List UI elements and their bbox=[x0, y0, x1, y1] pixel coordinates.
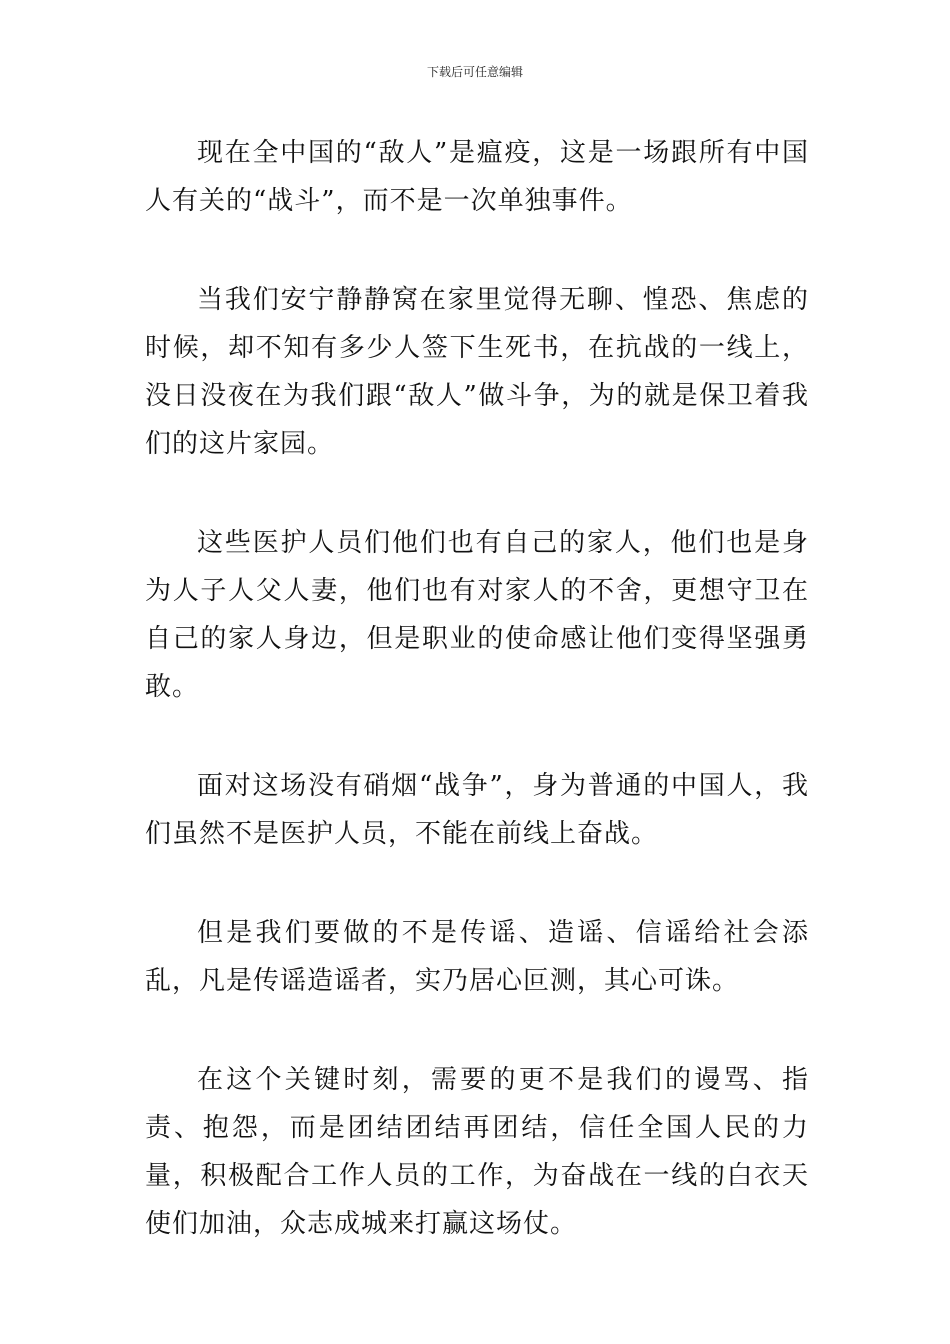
paragraph-6: 在这个关键时刻，需要的更不是我们的谩骂、指责、抱怨，而是团结团结再团结，信任全国人民的力量，积极配合工作人员的工作，为奋战在一线的白衣天使们加油，众志成城来打赢这场仗。 bbox=[145, 1065, 809, 1239]
paragraph-1: 现在全中国的“敌人”是瘟疫，这是一场跟所有中国人有关的“战斗”，而不是一次单独事件。 bbox=[145, 138, 809, 216]
document-body bbox=[145, 129, 809, 1299]
paragraph-3: 这些医护人员们他们也有自己的家人，他们也是身为人子人父人妻，他们也有对家人的不舍，更想守卫在自己的家人身边，但是职业的使命感让他们变得坚强勇敢。 bbox=[145, 528, 809, 702]
paragraph-4: 面对这场没有硝烟“战争”，身为普通的中国人，我们虽然不是医护人员，不能在前线上奋战。 bbox=[145, 771, 809, 849]
paragraph-2: 当我们安宁静静窝在家里觉得无聊、惶恐、焦虑的时候，却不知有多少人签下生死书，在抗战的一线上，没日没夜在为我们跟“敌人”做斗争，为的就是保卫着我们的这片家园。 bbox=[145, 285, 809, 459]
page-header: 下载后可任意编辑 bbox=[426, 65, 523, 79]
paragraph-5: 但是我们要做的不是传谣、造谣、信谣给社会添乱，凡是传谣造谣者，实乃居心叵测，其心可诛。 bbox=[145, 918, 809, 996]
